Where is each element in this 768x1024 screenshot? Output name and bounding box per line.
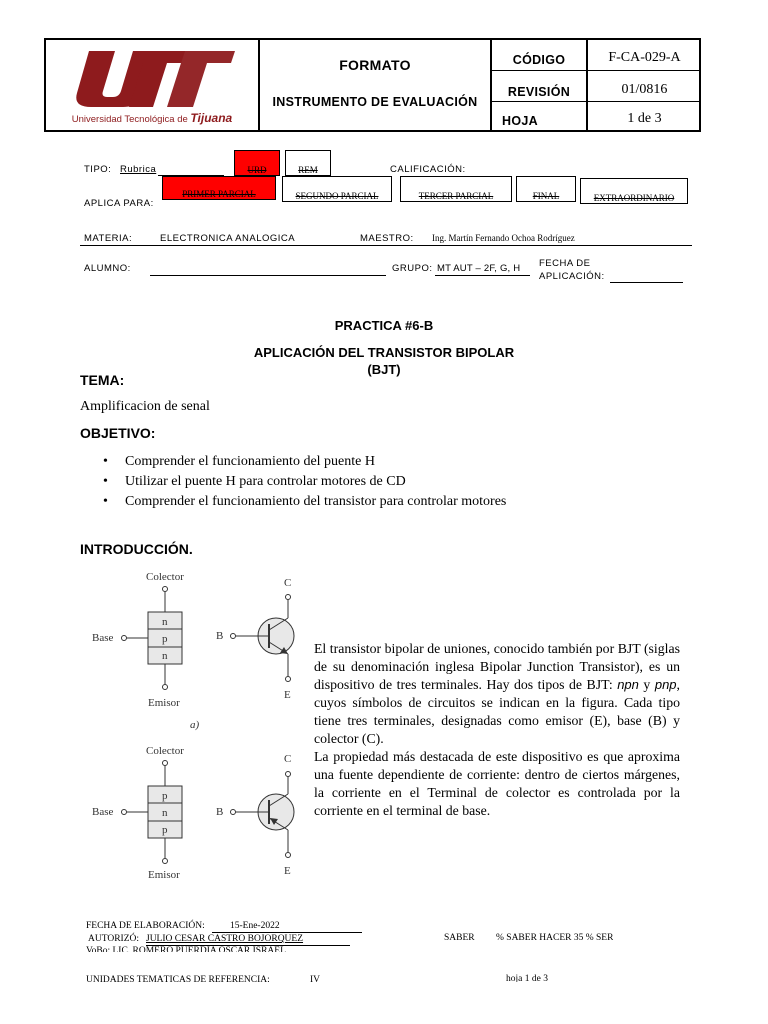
npn-layer-2: p bbox=[162, 633, 168, 645]
fecha-label-2: APLICACIÓN: bbox=[539, 271, 605, 282]
pnp-layer-1: p bbox=[162, 790, 168, 802]
unidades-value: IV bbox=[310, 975, 321, 983]
intro-text-3: La propiedad más destacada de este dispositivo es que aproxima una fuente dependiente de corriente: dentro de ciertos márgenes, la corriente en el Terminal de colector es controlada por la corriente en el terminal de base. bbox=[314, 749, 680, 818]
grupo-value: MT AUT – 2F, G, H bbox=[437, 263, 521, 274]
codigo-value: F-CA-029-A bbox=[608, 50, 681, 65]
logo-subtitle: Universidad Tecnológica de bbox=[71, 114, 191, 125]
tema-heading: TEMA: bbox=[80, 372, 125, 388]
hoja-footer: hoja 1 de 3 bbox=[506, 974, 548, 982]
vobo-label: VoBo: LIC. ROMERO PUERDIA OSCAR ISRAEL bbox=[86, 946, 286, 952]
hoja-label: HOJA bbox=[502, 114, 538, 128]
rem-box: REM bbox=[285, 150, 331, 176]
saber-label: SABER bbox=[444, 933, 475, 940]
maestro-label: MAESTRO: bbox=[360, 233, 414, 244]
e-label-top: E bbox=[284, 689, 291, 701]
unidades-label: UNIDADES TEMÁTICAS DE REFERENCIA: bbox=[86, 975, 270, 983]
colector-label-bottom: Colector bbox=[146, 745, 184, 757]
pnp-layer-3: p bbox=[162, 824, 168, 836]
calificacion-label: CALIFICACIÓN: bbox=[390, 164, 466, 175]
revision-value: 01/0816 bbox=[621, 82, 668, 97]
tipo-value: Rubrica bbox=[120, 164, 157, 175]
base-label-bottom: Base bbox=[92, 806, 114, 818]
intro-y: y bbox=[638, 677, 655, 692]
titulo-line-1: APLICACIÓN DEL TRANSISTOR BIPOLAR bbox=[253, 345, 515, 360]
b-label-top: B bbox=[216, 630, 224, 642]
parcial-box-3: TERCER PARCIAL bbox=[400, 176, 512, 202]
header-table bbox=[44, 38, 701, 132]
materia-value: ELECTRONICA ANALOGICA bbox=[160, 233, 296, 244]
tipo-label: TIPO: bbox=[84, 164, 112, 175]
intro-pnp: pnp bbox=[654, 677, 677, 692]
bjt-figure bbox=[88, 566, 308, 886]
b-label-bottom: B bbox=[216, 806, 224, 818]
revision-label: REVISIÓN bbox=[507, 85, 571, 99]
base-label-top: Base bbox=[92, 632, 114, 644]
urd-box: URD bbox=[234, 150, 280, 176]
list-item: • Comprender el funcionamiento del puente H bbox=[125, 452, 506, 472]
utt-logo bbox=[50, 42, 254, 130]
emisor-label-bottom: Emisor bbox=[148, 869, 180, 881]
autorizo-value: JULIO CESAR CASTRO BOJORQUEZ bbox=[146, 934, 304, 944]
logo-city: Tijuana bbox=[190, 111, 233, 125]
pnp-layer-2: n bbox=[162, 807, 168, 819]
intro-text-1: El transistor bipolar de uniones, conocido también por BJT (siglas de su denominación inglesa Bipolar Junction Transistor), es un dispositivo de tres terminales. Hay dos tipos de BJT: bbox=[314, 641, 680, 692]
maestro-value: Ing. Martín Fernando Ochoa Rodríguez bbox=[432, 233, 575, 243]
parcial-box-5: EXTRAORDINARIO bbox=[580, 178, 688, 204]
npn-layer-1: n bbox=[162, 616, 168, 628]
colector-label-top: Colector bbox=[146, 571, 184, 583]
npn-layer-3: n bbox=[162, 650, 168, 662]
list-item: • Comprender el funcionamiento del transistor para controlar motores bbox=[125, 492, 506, 512]
codigo-label: CÓDIGO bbox=[512, 53, 566, 67]
instrumento-title: INSTRUMENTO DE EVALUACIÓN bbox=[272, 95, 478, 109]
intro-heading: INTRODUCCIÓN. bbox=[80, 541, 193, 557]
caption-a: a) bbox=[190, 719, 200, 731]
parcial-box-2: SEGUNDO PARCIAL bbox=[282, 176, 392, 202]
materia-label: MATERIA: bbox=[84, 233, 133, 244]
c-label-bottom: C bbox=[284, 753, 292, 765]
parcial-box-4: FINAL bbox=[516, 176, 576, 202]
autorizo-label: AUTORIZÓ: bbox=[88, 934, 140, 944]
hoja-value: 1 de 3 bbox=[627, 111, 662, 126]
emisor-label-top: Emisor bbox=[148, 697, 180, 709]
practica-title: PRACTICA #6-B bbox=[334, 318, 434, 333]
grupo-label: GRUPO: bbox=[392, 263, 433, 274]
saber-hacer-label: % SABER HACER 35 % SER bbox=[496, 933, 614, 940]
e-label-bottom: E bbox=[284, 865, 291, 877]
tema-value: Amplificacion de senal bbox=[80, 399, 210, 414]
parcial-box-1: PRIMER PARCIAL bbox=[162, 176, 276, 200]
aplica-label: APLICA PARA: bbox=[84, 198, 154, 209]
objetivos-list bbox=[82, 452, 506, 512]
intro-paragraph bbox=[314, 640, 680, 820]
utt-logo-mark bbox=[67, 47, 237, 109]
fecha-elab-label: FECHA DE ELABORACIÓN: bbox=[86, 921, 205, 931]
fecha-label-1: FECHA DE bbox=[539, 258, 591, 269]
alumno-label: ALUMNO: bbox=[84, 263, 131, 274]
intro-npn: npn bbox=[617, 677, 639, 692]
titulo-line-2: (BJT) bbox=[367, 362, 401, 377]
fecha-elab-value: 15-Ene-2022 bbox=[230, 921, 280, 931]
formato-title: FORMATO bbox=[339, 57, 411, 73]
objetivo-heading: OBJETIVO: bbox=[80, 425, 156, 441]
intro-text-2: , cuyos símbolos de circuitos se indican en la figura. Cada tipo tiene tres terminales, designadas como emisor (E), base (B) y colector (C). bbox=[314, 677, 680, 746]
c-label-top: C bbox=[284, 577, 292, 589]
list-item: • Utilizar el puente H para controlar motores de CD bbox=[125, 472, 506, 492]
